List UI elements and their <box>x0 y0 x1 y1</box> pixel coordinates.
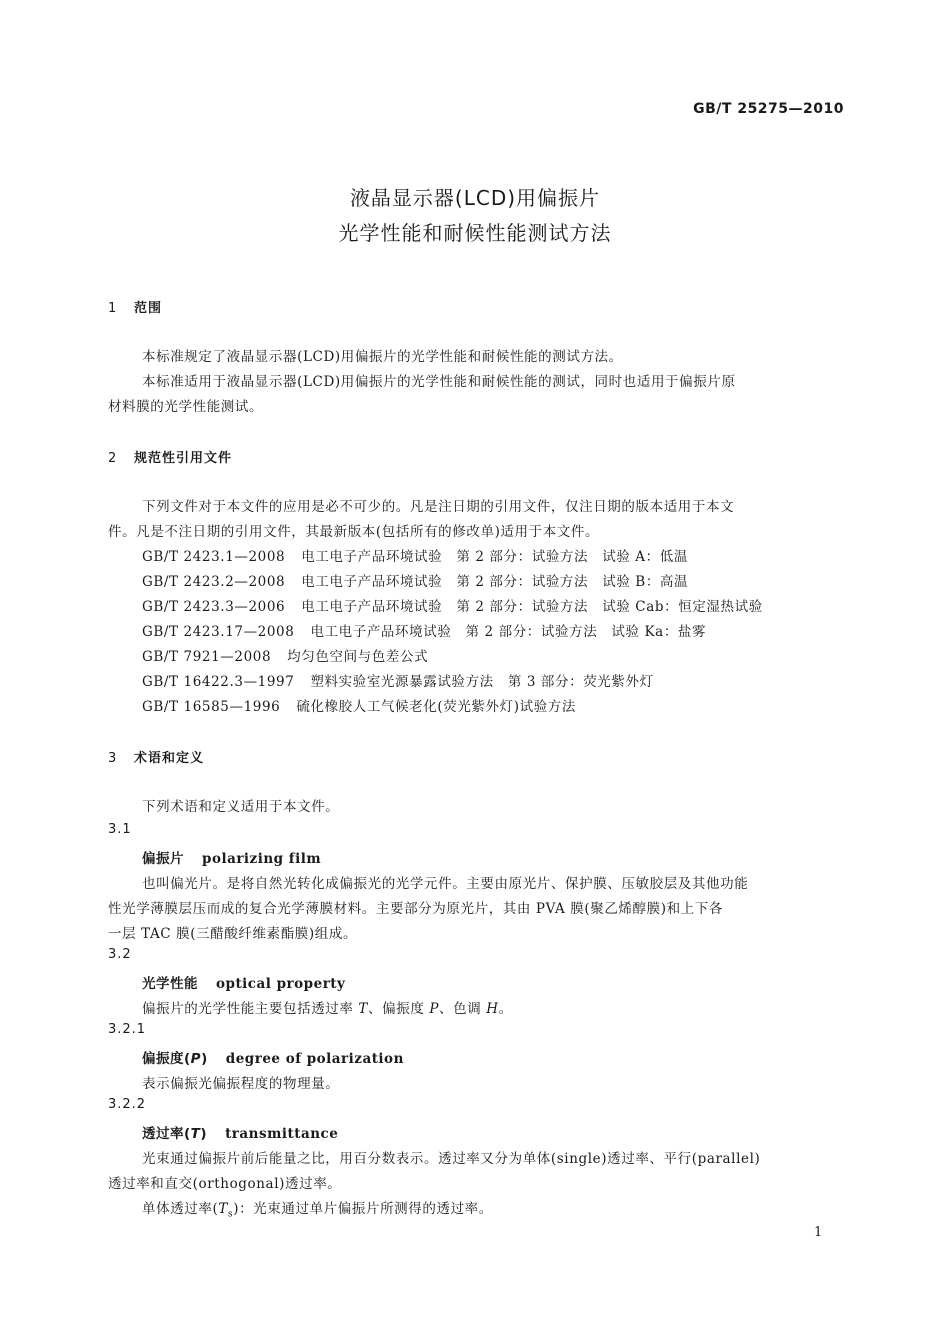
reference-title: 均匀色空间与色差公式 <box>287 649 429 665</box>
reference-code: GB/T 2423.17—2008 <box>142 624 295 640</box>
reference-title: 电工电子产品环境试验 第 2 部分：试验方法 试验 Cab：恒定湿热试验 <box>301 599 763 615</box>
term-zh: 偏振度( <box>142 1051 191 1067</box>
term-zh: 透过率( <box>142 1126 191 1142</box>
paragraph: 本标准规定了液晶显示器(LCD)用偏振片的光学性能和耐候性能的测试方法。 <box>142 349 623 365</box>
section-title: 术语和定义 <box>134 751 205 766</box>
definition-text: 、色调 <box>439 1001 487 1017</box>
reference-code: GB/T 2423.3—2006 <box>142 599 286 615</box>
definition-text: )：光束通过单片偏振片所测得的透过率。 <box>233 1201 493 1217</box>
symbol-T: T <box>190 1126 201 1142</box>
term-heading <box>142 972 345 992</box>
section-number: 2 <box>108 451 118 466</box>
document-title-line-1: 液晶显示器(LCD)用偏振片 <box>349 186 601 210</box>
term-zh: 光学性能 <box>142 976 198 992</box>
term-en: transmittance <box>225 1126 339 1142</box>
reference-title: 电工电子产品环境试验 第 2 部分：试验方法 试验 Ka：盐雾 <box>310 624 707 640</box>
symbol-subscript: s <box>227 1209 234 1220</box>
section-1-heading <box>108 297 162 316</box>
definition: 也叫偏光片。是将自然光转化成偏振光的光学元件。主要由原光片、保护膜、压敏胶层及其他功能 <box>142 876 749 892</box>
definition <box>142 997 513 1017</box>
reference-item <box>142 645 428 665</box>
term-en: optical property <box>216 976 346 992</box>
section-title: 范围 <box>134 301 163 316</box>
symbol-H: H <box>486 1001 499 1017</box>
reference-title: 塑料实验室光源暴露试验方法 第 3 部分：荧光紫外灯 <box>310 674 654 690</box>
reference-code: GB/T 16585—1996 <box>142 699 281 715</box>
paragraph: 下列术语和定义适用于本文件。 <box>142 799 340 815</box>
term-zh: ) <box>201 1051 208 1067</box>
term-number: 3.1 <box>108 822 132 837</box>
section-number: 3 <box>108 751 118 766</box>
definition-text: 单体透过率( <box>142 1201 219 1217</box>
document-title-line-2: 光学性能和耐候性能测试方法 <box>338 221 612 245</box>
term-heading <box>142 1122 338 1142</box>
section-title: 规范性引用文件 <box>134 451 233 466</box>
paragraph-continuation: 件。凡是不注日期的引用文件，其最新版本(包括所有的修改单)适用于本文件。 <box>108 524 600 540</box>
definition-continuation: 透过率和直交(orthogonal)透过率。 <box>108 1176 342 1192</box>
term-number: 3.2 <box>108 947 132 962</box>
reference-code: GB/T 2423.1—2008 <box>142 549 286 565</box>
definition-continuation: 性光学薄膜层压而成的复合光学薄膜材料。主要部分为原光片，其由 PVA 膜(聚乙烯醇膜)和上下各 <box>108 901 723 917</box>
section-number: 1 <box>108 301 118 316</box>
definition: 光束通过偏振片前后能量之比，用百分数表示。透过率又分为单体(single)透过率、平行(parallel) <box>142 1151 761 1167</box>
reference-code: GB/T 2423.2—2008 <box>142 574 286 590</box>
section-2-heading <box>108 447 232 466</box>
symbol-P: P <box>429 1001 439 1017</box>
reference-title: 电工电子产品环境试验 第 2 部分：试验方法 试验 A：低温 <box>301 549 688 565</box>
definition <box>142 1197 493 1220</box>
term-zh: ) <box>200 1126 208 1142</box>
definition: 表示偏振光偏振程度的物理量。 <box>142 1076 340 1092</box>
section-3-heading <box>108 747 204 766</box>
reference-code: GB/T 7921—2008 <box>142 649 272 665</box>
reference-code: GB/T 16422.3—1997 <box>142 674 295 690</box>
reference-item <box>142 620 706 640</box>
term-number: 3.2.1 <box>108 1022 147 1037</box>
term-en: degree of polarization <box>225 1051 404 1067</box>
definition-continuation: 一层 TAC 膜(三醋酸纤维素酯膜)组成。 <box>108 926 358 942</box>
page-number: 1 <box>814 1225 823 1240</box>
reference-item <box>142 595 763 615</box>
standard-number: GB/T 25275—2010 <box>693 101 844 117</box>
symbol-T: T <box>358 1001 369 1017</box>
reference-item <box>142 695 576 715</box>
term-en: polarizing film <box>202 851 322 867</box>
term-zh: 偏振片 <box>142 851 184 867</box>
reference-item <box>142 545 688 565</box>
definition-text: 。 <box>498 1001 513 1017</box>
paragraph: 下列文件对于本文件的应用是必不可少的。凡是注日期的引用文件，仅注日期的版本适用于本文 <box>142 499 735 515</box>
term-number: 3.2.2 <box>108 1097 147 1112</box>
term-heading <box>142 1047 404 1067</box>
reference-title: 电工电子产品环境试验 第 2 部分：试验方法 试验 B：高温 <box>301 574 689 590</box>
symbol-T: T <box>218 1201 228 1217</box>
definition-text: 偏振片的光学性能主要包括透过率 <box>142 1001 359 1017</box>
reference-title: 硫化橡胶人工气候老化(荧光紫外灯)试验方法 <box>296 699 576 715</box>
paragraph-continuation: 材料膜的光学性能测试。 <box>108 399 264 415</box>
definition-text: 、偏振度 <box>368 1001 430 1017</box>
symbol-P: P <box>190 1051 202 1067</box>
paragraph: 本标准适用于液晶显示器(LCD)用偏振片的光学性能和耐候性能的测试，同时也适用于偏振片原 <box>142 374 736 390</box>
reference-item <box>142 570 688 590</box>
term-heading <box>142 847 321 867</box>
reference-item <box>142 670 654 690</box>
